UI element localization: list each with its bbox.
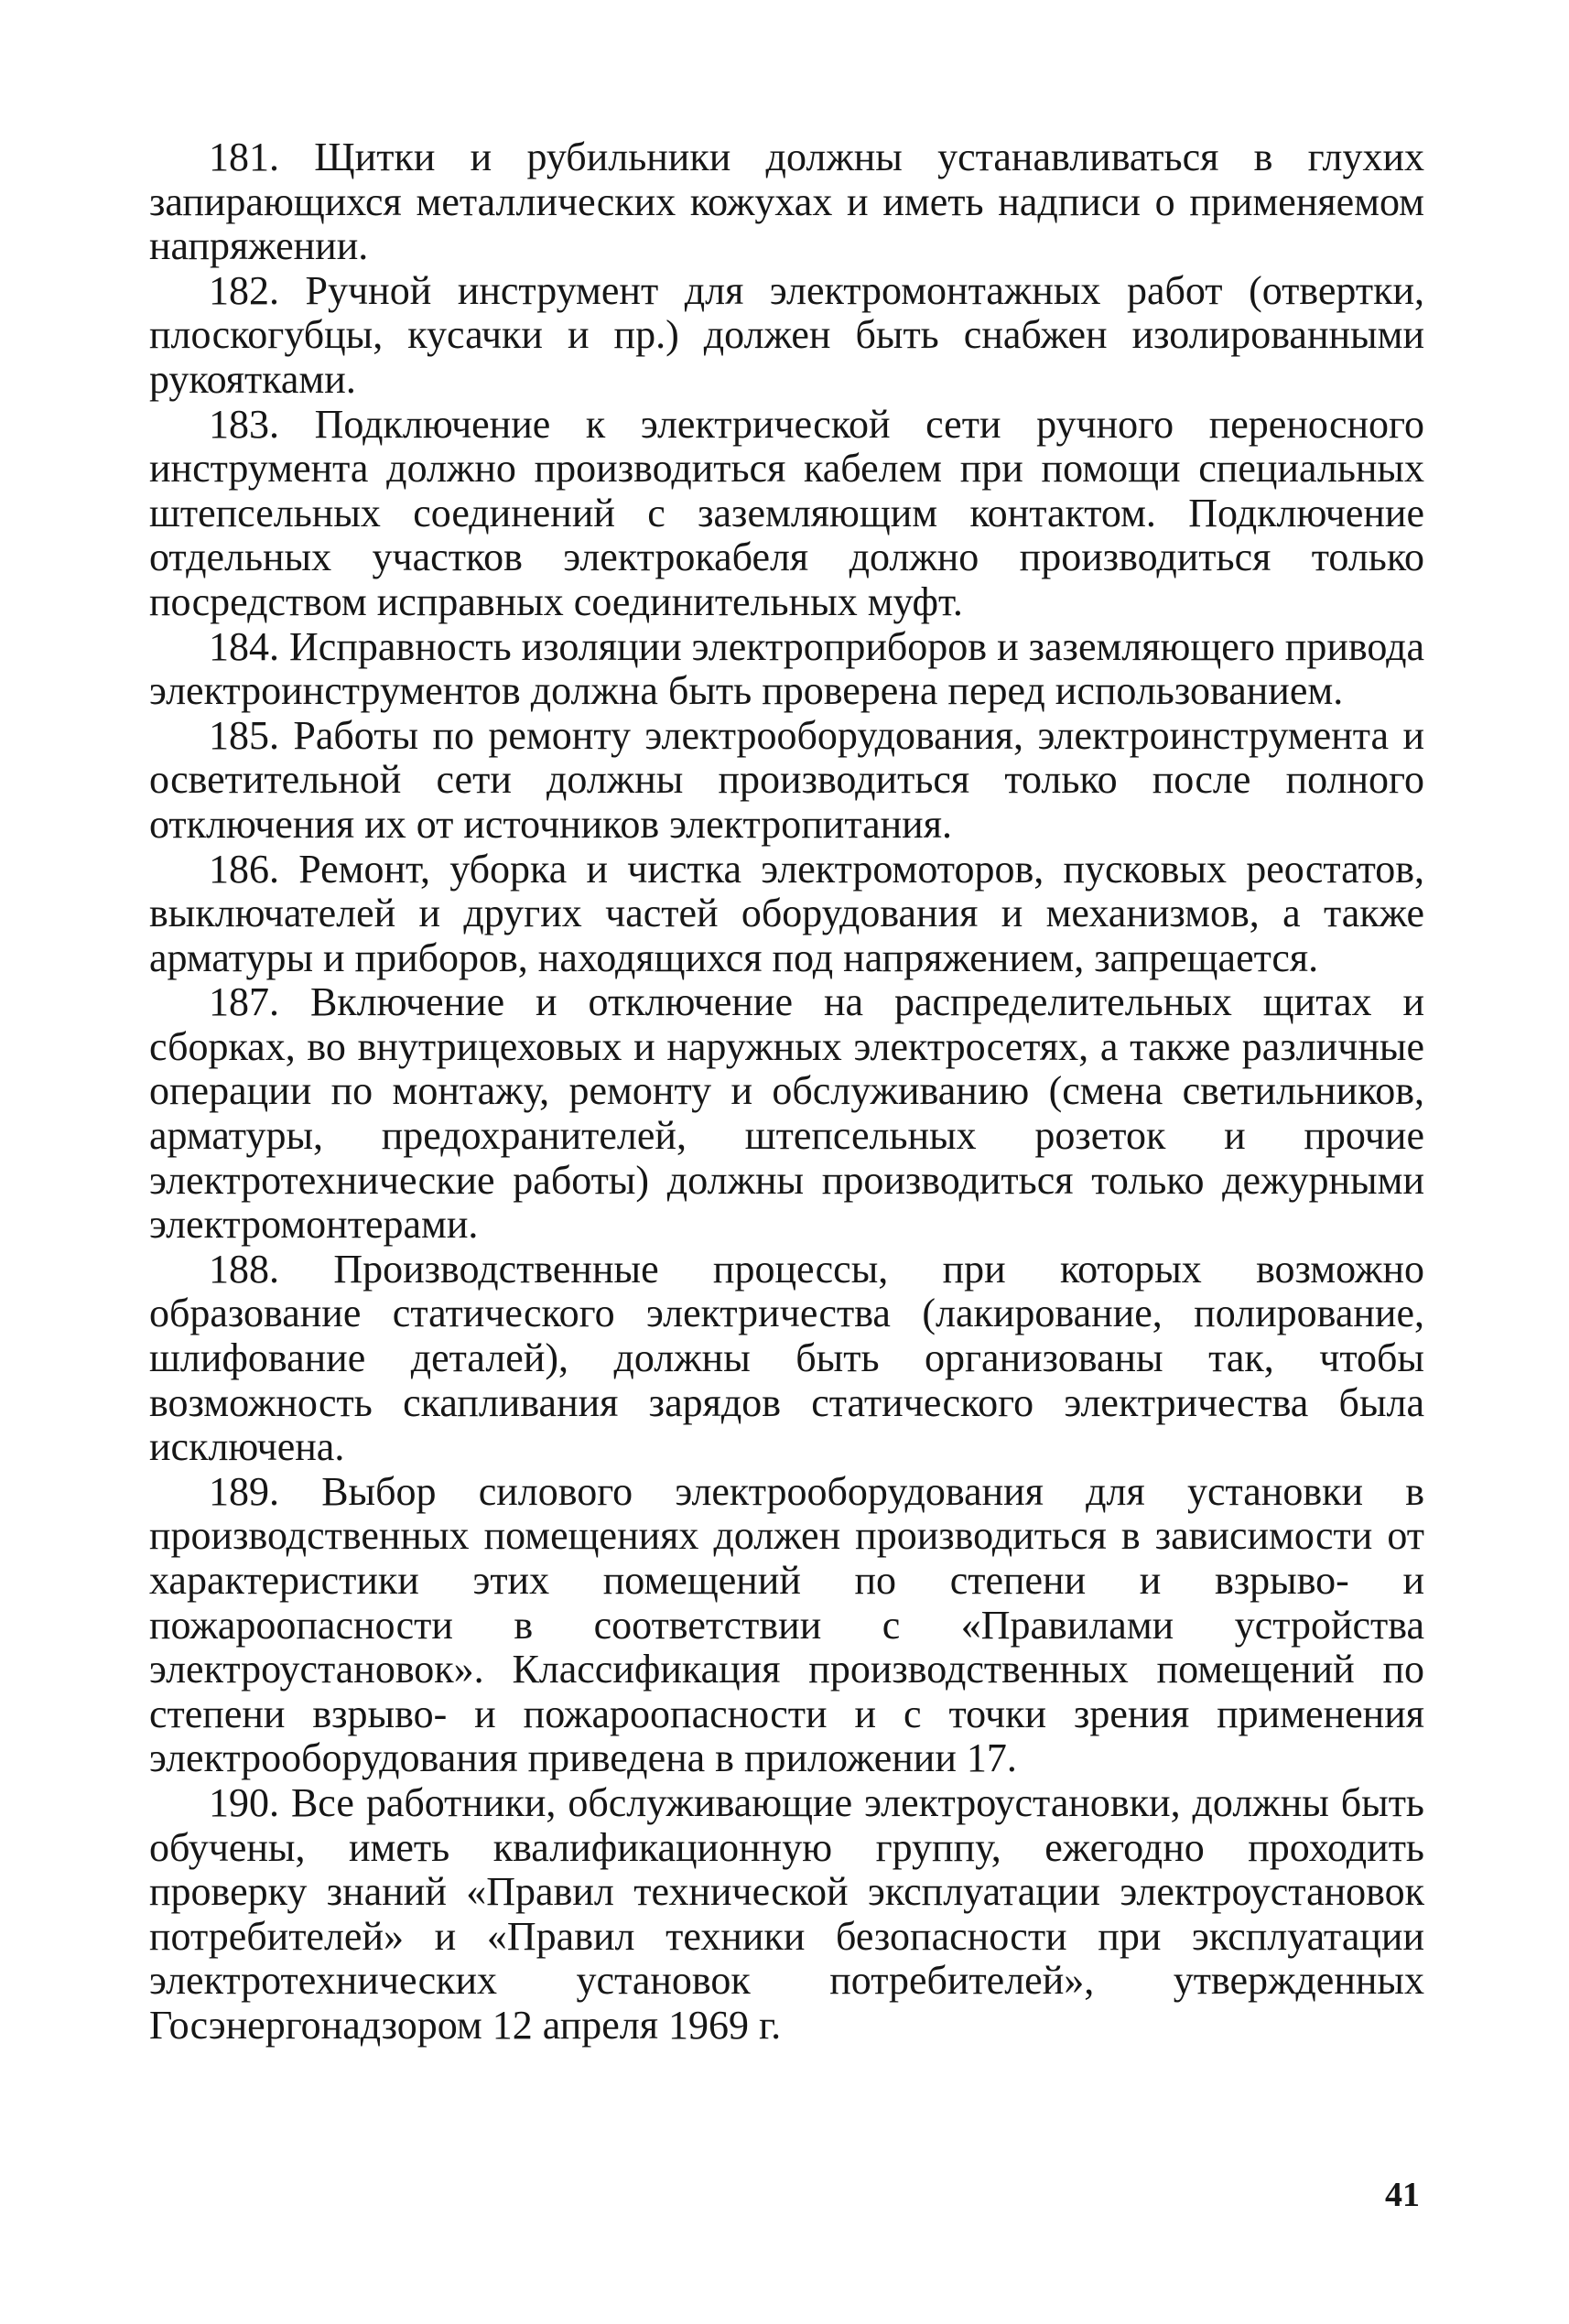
paragraph-185: 185. Работы по ремонту электрооборудования, электроинструмента и осветительной сети должны производиться только после полного отключения их от источников электропитания. <box>149 712 1424 847</box>
page-number: 41 <box>1385 2176 1420 2214</box>
paragraph-190: 190. Все работники, обслуживающие электроустановки, должны быть обучены, иметь квалификационную группу, ежегодно проходить проверку знаний «Правил технической эксплуатации электроустановок потребителей» и «Правил техники безопасности при эксплуатации электротехнических установок потребителей», утвержденных Госэнергонадзором 12 апреля 1969 г. <box>149 1779 1424 2048</box>
paragraph-183: 183. Подключение к электрической сети ручного переносного инструмента должно производиться кабелем при помощи специальных штепсельных соединений с заземляющим контактом. Подключение отдельных участков электрокабеля должно производиться только посредством исправных соединительных муфт. <box>149 401 1424 624</box>
paragraph-187: 187. Включение и отключение на распределительных щитах и сборках, во внутрицеховых и наружных электросетях, а также различные операции по монтажу, ремонту и обслуживанию (смена светильников, арматуры, предохранителей, штепсельных розеток и прочие электротехнические работы) должны производиться только дежурными электромонтерами. <box>149 979 1424 1248</box>
document-body <box>149 135 1424 2048</box>
paragraph-186: 186. Ремонт, уборка и чистка электромоторов, пусковых реостатов, выключателей и других частей оборудования и механизмов, а также арматуры и приборов, находящихся под напряжением, запрещается. <box>149 846 1424 980</box>
paragraph-189: 189. Выбор силового электрооборудования для установки в производственных помещениях должен производиться в зависимости от характеристики этих помещений по степени и взрыво- и пожароопасности в соответствии с «Правилами устройства электроустановок». Классификация производственных помещений по степени взрыво- и пожароопасности и с точки зрения применения электрооборудования приведена в приложении 17. <box>149 1468 1424 1781</box>
paragraph-188: 188. Производственные процессы, при которых возможно образование статического электричества (лакирование, полирование, шлифование деталей), должны быть организованы так, чтобы возможность скапливания зарядов статического электричества была исключена. <box>149 1246 1424 1470</box>
paragraph-181: 181. Щитки и рубильники должны устанавливаться в глухих запирающихся металлических кожухах и иметь надписи о применяемом напряжении. <box>149 135 1424 269</box>
paragraph-182: 182. Ручной инструмент для электромонтажных работ (отвертки, плоскогубцы, кусачки и пр.) должен быть снабжен изолированными рукоятками. <box>149 267 1424 402</box>
paragraph-184: 184. Исправность изоляции электроприборов и заземляющего привода электроинструментов должна быть проверена перед использованием. <box>149 623 1424 714</box>
